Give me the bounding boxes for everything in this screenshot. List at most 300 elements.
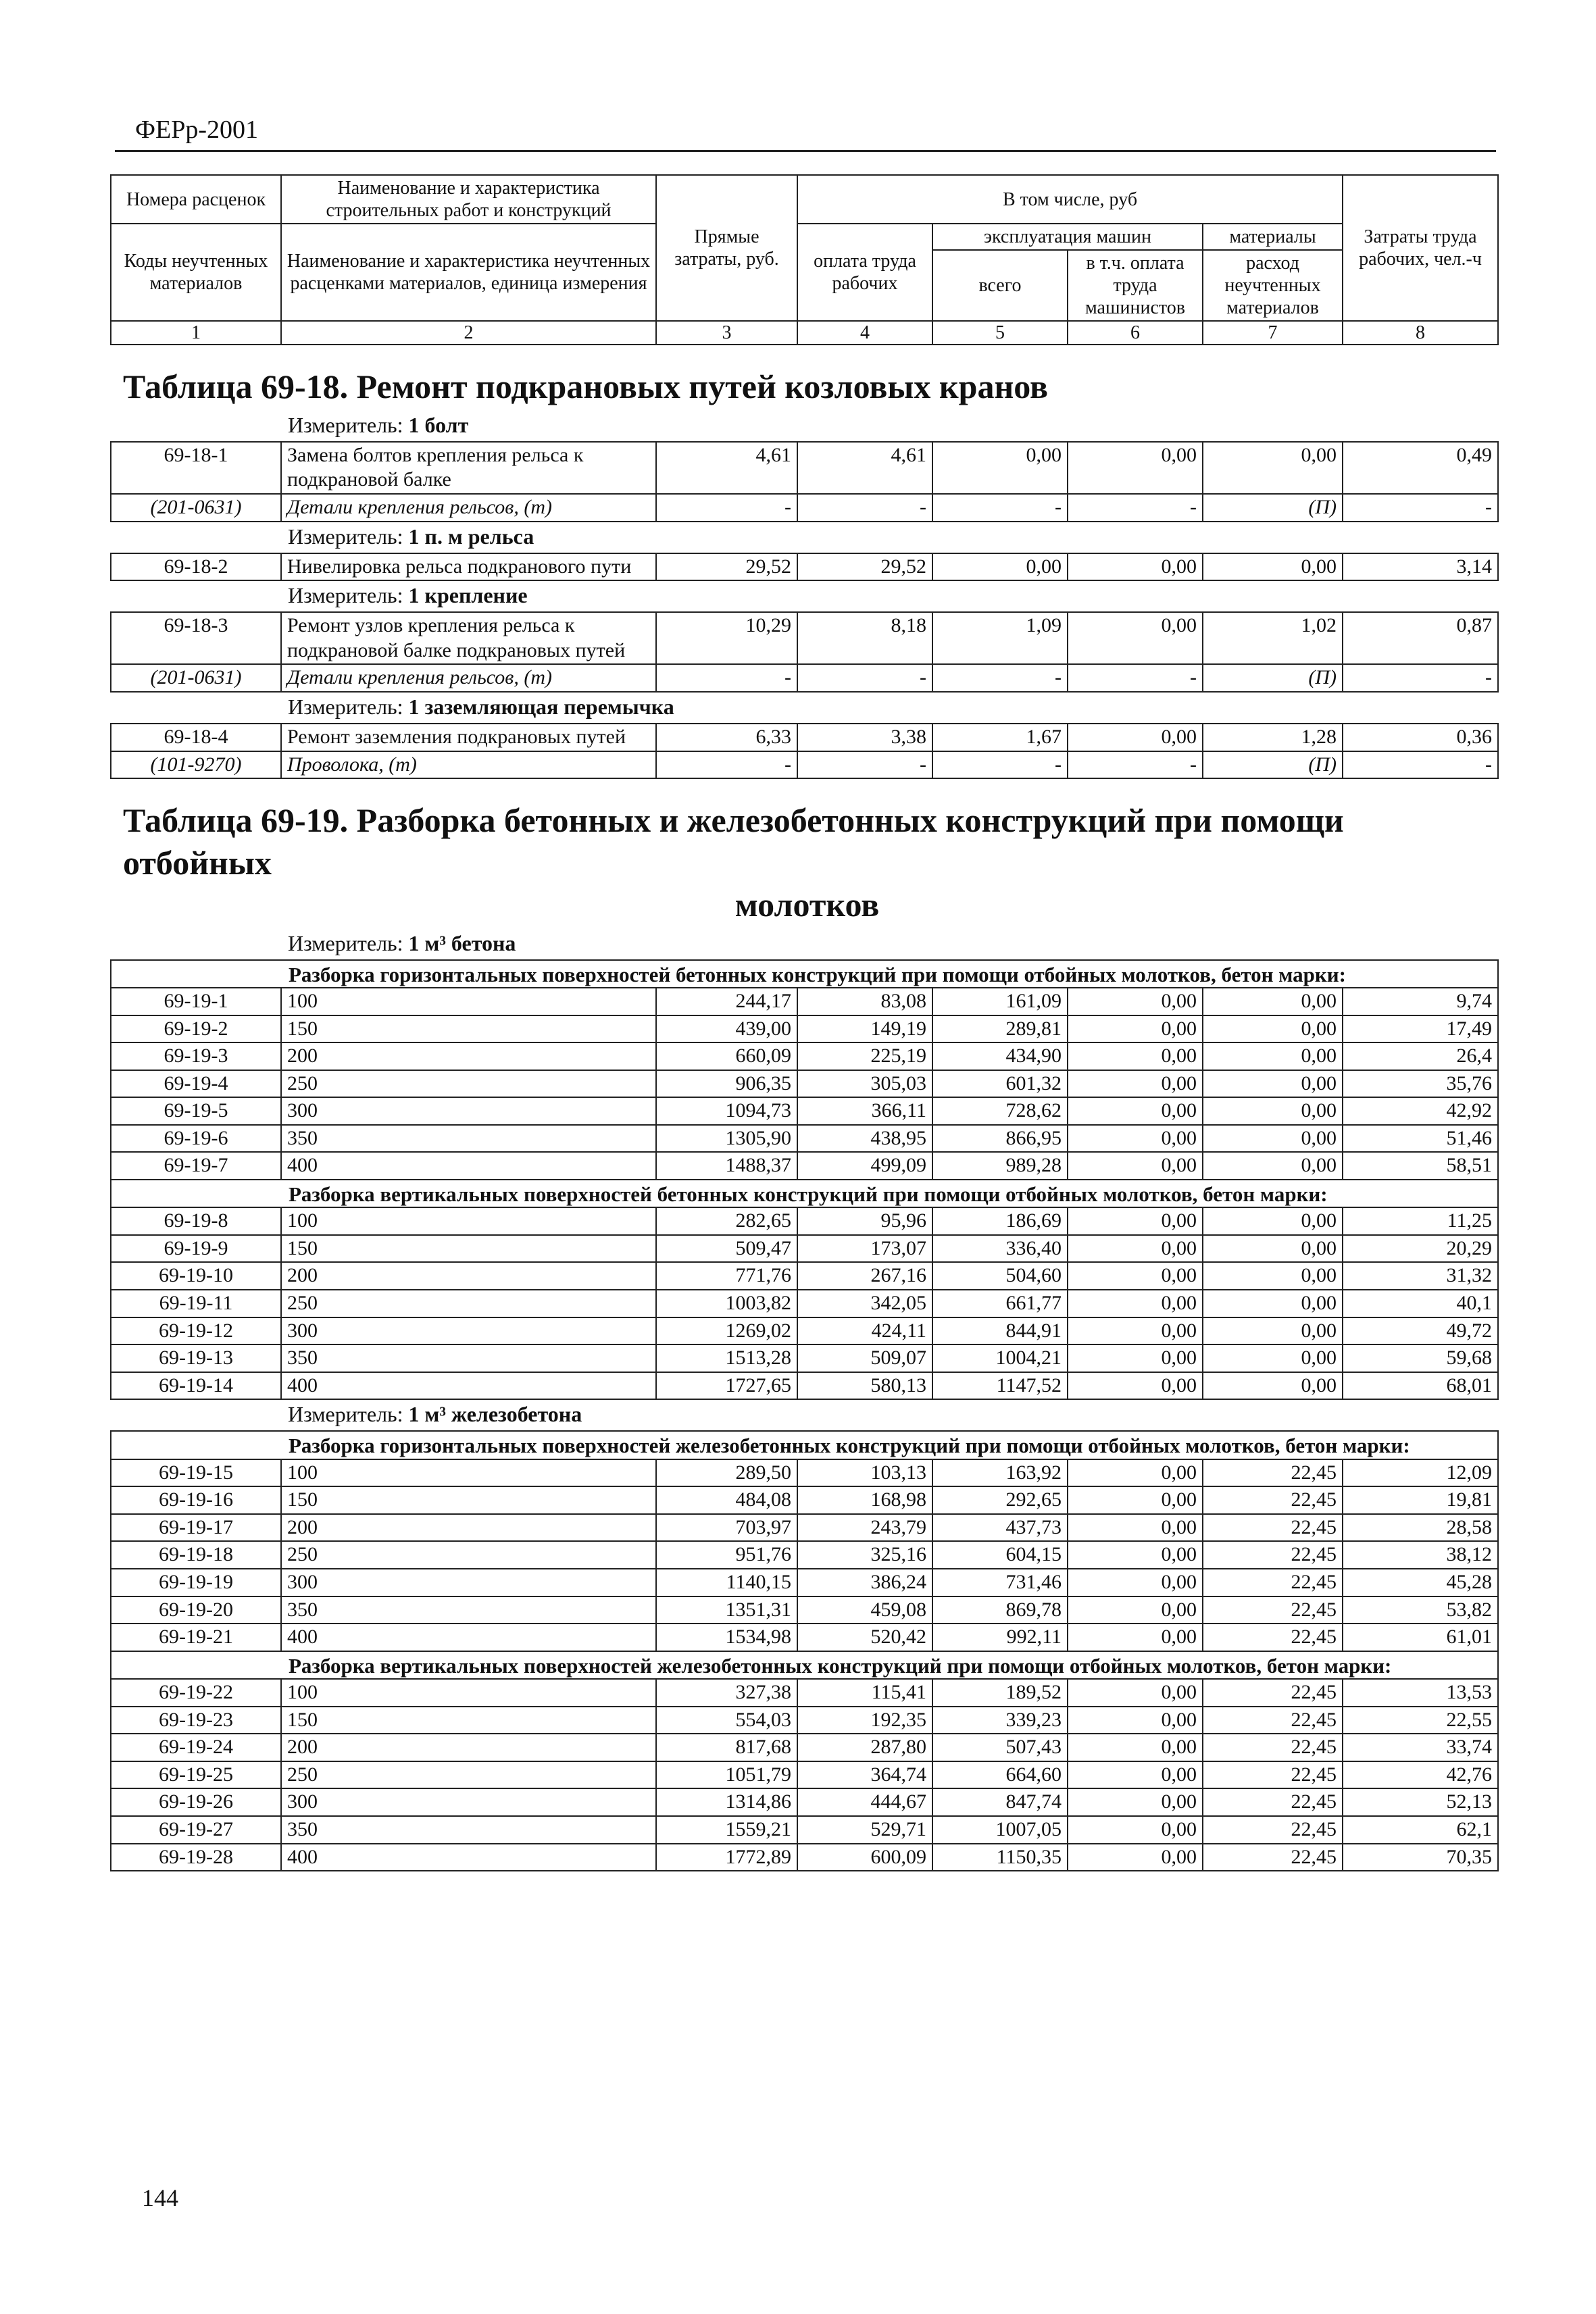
cost-value: 0,00 (1068, 1125, 1203, 1153)
rows-group-4 (111, 1679, 1498, 1871)
cost-value: 0,00 (1068, 1290, 1203, 1317)
cost-value: 1007,05 (932, 1816, 1068, 1844)
measure-label: Измеритель: 1 п. м рельса (288, 524, 534, 549)
cost-value: 22,45 (1203, 1788, 1343, 1816)
machines-header: эксплуатация машин (932, 224, 1203, 250)
concrete-grade: 150 (281, 1486, 656, 1514)
cost-value: 61,01 (1343, 1624, 1498, 1651)
incl-group-header: В том числе, руб (797, 175, 1343, 224)
cost-value: 0,00 (1068, 1541, 1203, 1569)
cost-value: 989,28 (932, 1152, 1068, 1180)
cost-value: 0,00 (1068, 1042, 1203, 1070)
table-header (111, 175, 1498, 345)
cost-value: 771,76 (656, 1262, 797, 1290)
cost-value: 0,00 (1068, 1707, 1203, 1734)
cost-value: 22,45 (1203, 1844, 1343, 1871)
group-3 (111, 1399, 1498, 1459)
cost-value: 1147,52 (932, 1372, 1068, 1400)
concrete-grade: 350 (281, 1125, 656, 1153)
col2-bottom-header: Наименование и характеристика неучтенных расценками материалов, единица измерения (281, 224, 656, 321)
cost-value: 0,00 (1203, 1070, 1343, 1098)
cost-value: 459,08 (797, 1596, 932, 1624)
concrete-grade: 250 (281, 1070, 656, 1098)
cost-value: 992,11 (932, 1624, 1068, 1651)
cost-value: 1269,02 (656, 1317, 797, 1345)
table-row (111, 1514, 1498, 1542)
rows-group-1 (111, 988, 1498, 1180)
cost-value: 504,60 (932, 1262, 1068, 1290)
col-index: 5 (932, 321, 1068, 345)
concrete-grade: 200 (281, 1262, 656, 1290)
rate-code: 69-19-9 (111, 1235, 281, 1263)
cost-value: 847,74 (932, 1788, 1068, 1816)
cost-value: 192,35 (797, 1707, 932, 1734)
measure-label: Измеритель: 1 крепление (288, 583, 528, 608)
table-69-19 (111, 778, 1498, 988)
rate-code: 69-19-28 (111, 1844, 281, 1871)
table-row (111, 1734, 1498, 1761)
cost-value: 53,82 (1343, 1596, 1498, 1624)
cost-value: 0,00 (1068, 1235, 1203, 1263)
table-69-18 (111, 345, 1498, 778)
table-row (111, 1097, 1498, 1125)
cost-value: 22,45 (1203, 1486, 1343, 1514)
col-index: 6 (1068, 321, 1203, 345)
rate-code: 69-19-7 (111, 1152, 281, 1180)
cost-value: 580,13 (797, 1372, 932, 1400)
rows-group-3 (111, 1459, 1498, 1651)
group-heading: Разборка горизонтальных поверхностей бетонных конструкций при помощи отбойных молотков, бетон марки: (111, 960, 1498, 988)
cost-value: 0,00 (1068, 1679, 1203, 1707)
table-row (111, 1541, 1498, 1569)
concrete-grade: 400 (281, 1844, 656, 1871)
cost-value: 0,00 (1068, 1372, 1203, 1400)
measure-label: Измеритель: 1 болт (288, 412, 469, 437)
rate-code: 69-19-1 (111, 988, 281, 1015)
concrete-grade: 100 (281, 1679, 656, 1707)
cost-value: 0,00 (1068, 1761, 1203, 1789)
rate-code: 69-19-24 (111, 1734, 281, 1761)
col-index: 8 (1343, 321, 1498, 345)
table-row (111, 1042, 1498, 1070)
cost-value: 869,78 (932, 1596, 1068, 1624)
cost-value: 243,79 (797, 1514, 932, 1542)
concrete-grade: 300 (281, 1788, 656, 1816)
cost-value: 0,00 (1203, 1097, 1343, 1125)
cost-value: 22,45 (1203, 1734, 1343, 1761)
col-index: 2 (281, 321, 656, 345)
cost-value: 17,49 (1343, 1015, 1498, 1043)
cost-value: 507,43 (932, 1734, 1068, 1761)
cost-value: 22,55 (1343, 1707, 1498, 1734)
cost-value: 0,00 (1203, 1015, 1343, 1043)
col3-header: Прямые затраты, руб. (656, 175, 797, 321)
cost-value: 59,68 (1343, 1344, 1498, 1372)
concrete-grade: 250 (281, 1761, 656, 1789)
cost-value: 289,81 (932, 1015, 1068, 1043)
cost-value: 438,95 (797, 1125, 932, 1153)
table-row: 69-18-2 Нивелировка рельса подкранового пути 29,52 29,52 0,00 0,00 0,00 3,14 (111, 553, 1498, 581)
cost-value: 22,45 (1203, 1596, 1343, 1624)
cost-value: 58,51 (1343, 1152, 1498, 1180)
cost-value: 0,00 (1203, 1042, 1343, 1070)
document-header: ФЕРр-2001 (135, 116, 259, 144)
cost-value: 951,76 (656, 1541, 797, 1569)
cost-value: 40,1 (1343, 1290, 1498, 1317)
header-rule (115, 150, 1496, 152)
cost-value: 0,00 (1068, 1596, 1203, 1624)
rate-code: 69-19-3 (111, 1042, 281, 1070)
table-row (111, 1844, 1498, 1871)
table-row (111, 1624, 1498, 1651)
cost-value: 600,09 (797, 1844, 932, 1871)
concrete-grade: 200 (281, 1514, 656, 1542)
cost-value: 45,28 (1343, 1569, 1498, 1596)
concrete-grade: 300 (281, 1317, 656, 1345)
cost-value: 0,00 (1068, 1070, 1203, 1098)
cost-value: 0,00 (1068, 1569, 1203, 1596)
cost-value: 22,45 (1203, 1761, 1343, 1789)
cost-value: 1003,82 (656, 1290, 797, 1317)
cost-value: 149,19 (797, 1015, 932, 1043)
cost-value: 1559,21 (656, 1816, 797, 1844)
cost-value: 115,41 (797, 1679, 932, 1707)
cost-value: 386,24 (797, 1569, 932, 1596)
rate-code: 69-19-13 (111, 1344, 281, 1372)
cost-value: 186,69 (932, 1207, 1068, 1235)
cost-value: 1772,89 (656, 1844, 797, 1871)
table-row (111, 1761, 1498, 1789)
group-heading: Разборка горизонтальных поверхностей железобетонных конструкций при помощи отбойных молотков, бетон марки: (111, 1431, 1498, 1459)
cost-value: 731,46 (932, 1569, 1068, 1596)
rate-code: 69-19-25 (111, 1761, 281, 1789)
col-index: 4 (797, 321, 932, 345)
cost-value: 0,00 (1068, 1152, 1203, 1180)
cost-value: 289,50 (656, 1459, 797, 1487)
cost-value: 703,97 (656, 1514, 797, 1542)
cost-value: 42,76 (1343, 1761, 1498, 1789)
cost-value: 38,12 (1343, 1541, 1498, 1569)
col-index: 7 (1203, 321, 1343, 345)
cost-value: 0,00 (1068, 1317, 1203, 1345)
cost-value: 22,45 (1203, 1541, 1343, 1569)
group-2 (111, 1180, 1498, 1207)
cost-value: 83,08 (797, 988, 932, 1015)
table-row (111, 1679, 1498, 1707)
cost-value: 444,67 (797, 1788, 932, 1816)
group-heading: Разборка вертикальных поверхностей железобетонных конструкций при помощи отбойных молотков, бетон марки: (111, 1651, 1498, 1679)
cost-value: 51,46 (1343, 1125, 1498, 1153)
table-row (111, 1707, 1498, 1734)
cost-value: 0,00 (1068, 1459, 1203, 1487)
cost-value: 0,00 (1203, 1152, 1343, 1180)
cost-value: 1051,79 (656, 1761, 797, 1789)
col2-top-header: Наименование и характеристика строительных работ и конструкций (281, 175, 656, 224)
cost-value: 22,45 (1203, 1459, 1343, 1487)
cost-value: 267,16 (797, 1262, 932, 1290)
table-title: Таблица 69-18. Ремонт подкрановых путей козловых кранов (123, 368, 1049, 406)
cost-value: 225,19 (797, 1042, 932, 1070)
rate-code: 69-19-4 (111, 1070, 281, 1098)
rate-code: 69-19-17 (111, 1514, 281, 1542)
cost-value: 844,91 (932, 1317, 1068, 1345)
cost-value: 906,35 (656, 1070, 797, 1098)
cost-value: 163,92 (932, 1459, 1068, 1487)
rate-code: 69-19-11 (111, 1290, 281, 1317)
table-row (111, 1207, 1498, 1235)
cost-value: 68,01 (1343, 1372, 1498, 1400)
cost-value: 0,00 (1068, 1015, 1203, 1043)
concrete-grade: 250 (281, 1541, 656, 1569)
concrete-grade: 100 (281, 1459, 656, 1487)
col-index: 1 (111, 321, 281, 345)
concrete-grade: 200 (281, 1734, 656, 1761)
table-title: Таблица 69-19. Разборка бетонных и железобетонных конструкций при помощи отбойных молотков (123, 801, 1344, 924)
cost-value: 0,00 (1203, 1262, 1343, 1290)
cost-value: 509,47 (656, 1235, 797, 1263)
table-row (111, 1596, 1498, 1624)
cost-value: 0,00 (1068, 1816, 1203, 1844)
cost-value: 499,09 (797, 1152, 932, 1180)
concrete-grade: 150 (281, 1707, 656, 1734)
cost-value: 366,11 (797, 1097, 932, 1125)
cost-value: 0,00 (1203, 1235, 1343, 1263)
concrete-grade: 350 (281, 1344, 656, 1372)
cost-value: 22,45 (1203, 1816, 1343, 1844)
cost-value: 484,08 (656, 1486, 797, 1514)
cost-value: 336,40 (932, 1235, 1068, 1263)
concrete-grade: 400 (281, 1624, 656, 1651)
rate-code: 69-19-22 (111, 1679, 281, 1707)
table-row (111, 1788, 1498, 1816)
cost-value: 161,09 (932, 988, 1068, 1015)
cost-value: 0,00 (1068, 1207, 1203, 1235)
cost-value: 244,17 (656, 988, 797, 1015)
table-row (111, 1070, 1498, 1098)
rate-code: 69-19-5 (111, 1097, 281, 1125)
rate-code: 69-19-6 (111, 1125, 281, 1153)
table-row (111, 1015, 1498, 1043)
col4-header: оплата труда рабочих (797, 224, 932, 321)
table-row (111, 1290, 1498, 1317)
rate-code: 69-19-23 (111, 1707, 281, 1734)
material-row: (201-0631) Детали крепления рельсов, (т) - - - - (П) - (111, 494, 1498, 522)
cost-value: 22,45 (1203, 1679, 1343, 1707)
table-row (111, 1152, 1498, 1180)
cost-value: 0,00 (1068, 1097, 1203, 1125)
rate-code: 69-19-16 (111, 1486, 281, 1514)
rate-code: 69-19-2 (111, 1015, 281, 1043)
cost-value: 339,23 (932, 1707, 1068, 1734)
cost-value: 0,00 (1068, 1844, 1203, 1871)
cost-value: 817,68 (656, 1734, 797, 1761)
material-row: (201-0631) Детали крепления рельсов, (т) - - - - (П) - (111, 664, 1498, 692)
cost-value: 35,76 (1343, 1070, 1498, 1098)
concrete-grade: 400 (281, 1372, 656, 1400)
col7-header: расход неучтенных материалов (1203, 250, 1343, 321)
cost-value: 0,00 (1203, 1290, 1343, 1317)
concrete-grade: 100 (281, 1207, 656, 1235)
cost-value: 189,52 (932, 1679, 1068, 1707)
cost-value: 1094,73 (656, 1097, 797, 1125)
table-row (111, 1816, 1498, 1844)
concrete-grade: 350 (281, 1816, 656, 1844)
cost-value: 12,09 (1343, 1459, 1498, 1487)
col5-header: всего (932, 250, 1068, 321)
rate-code: 69-19-21 (111, 1624, 281, 1651)
cost-value: 52,13 (1343, 1788, 1498, 1816)
table-row (111, 1262, 1498, 1290)
cost-value: 0,00 (1068, 1788, 1203, 1816)
cost-value: 660,09 (656, 1042, 797, 1070)
cost-value: 1004,21 (932, 1344, 1068, 1372)
cost-value: 26,4 (1343, 1042, 1498, 1070)
group-heading: Разборка вертикальных поверхностей бетонных конструкций при помощи отбойных молотков, бетон марки: (111, 1180, 1498, 1207)
cost-value: 325,16 (797, 1541, 932, 1569)
cost-value: 661,77 (932, 1290, 1068, 1317)
cost-value: 282,65 (656, 1207, 797, 1235)
cost-value: 0,00 (1203, 1344, 1343, 1372)
group-4 (111, 1651, 1498, 1679)
concrete-grade: 200 (281, 1042, 656, 1070)
cost-value: 866,95 (932, 1125, 1068, 1153)
cost-value: 424,11 (797, 1317, 932, 1345)
concrete-grade: 100 (281, 988, 656, 1015)
cost-value: 664,60 (932, 1761, 1068, 1789)
cost-value: 1351,31 (656, 1596, 797, 1624)
cost-value: 1727,65 (656, 1372, 797, 1400)
material-row: (101-9270) Проволока, (т) - - - - (П) - (111, 751, 1498, 779)
cost-value: 168,98 (797, 1486, 932, 1514)
cost-value: 95,96 (797, 1207, 932, 1235)
concrete-grade: 150 (281, 1235, 656, 1263)
cost-value: 173,07 (797, 1235, 932, 1263)
col-index: 3 (656, 321, 797, 345)
rate-code: 69-19-26 (111, 1788, 281, 1816)
cost-value: 28,58 (1343, 1514, 1498, 1542)
cost-value: 554,03 (656, 1707, 797, 1734)
cost-value: 22,45 (1203, 1569, 1343, 1596)
cost-value: 103,13 (797, 1459, 932, 1487)
rate-code: 69-19-19 (111, 1569, 281, 1596)
cost-value: 0,00 (1203, 988, 1343, 1015)
cost-value: 1513,28 (656, 1344, 797, 1372)
cost-value: 0,00 (1068, 1344, 1203, 1372)
table-row (111, 1372, 1498, 1400)
table-row: 69-18-4 Ремонт заземления подкрановых путей 6,33 3,38 1,67 0,00 1,28 0,36 (111, 724, 1498, 751)
cost-value: 305,03 (797, 1070, 932, 1098)
rate-code: 69-19-27 (111, 1816, 281, 1844)
rate-code: 69-19-8 (111, 1207, 281, 1235)
col1-bottom-header: Коды неучтенных материалов (111, 224, 281, 321)
cost-value: 0,00 (1068, 1514, 1203, 1542)
cost-value: 434,90 (932, 1042, 1068, 1070)
cost-value: 19,81 (1343, 1486, 1498, 1514)
cost-value: 31,32 (1343, 1262, 1498, 1290)
rate-code: 69-19-10 (111, 1262, 281, 1290)
measure-label: Измеритель: 1 заземляющая перемычка (288, 694, 674, 719)
cost-value: 22,45 (1203, 1624, 1343, 1651)
cost-value: 529,71 (797, 1816, 932, 1844)
col8-header: Затраты труда рабочих, чел.-ч (1343, 175, 1498, 321)
col6-header: в т.ч. оплата труда машинистов (1068, 250, 1203, 321)
cost-value: 0,00 (1203, 1372, 1343, 1400)
rows-group-2 (111, 1207, 1498, 1399)
cost-value: 0,00 (1203, 1207, 1343, 1235)
cost-value: 1488,37 (656, 1152, 797, 1180)
cost-value: 342,05 (797, 1290, 932, 1317)
concrete-grade: 400 (281, 1152, 656, 1180)
rate-code: 69-19-14 (111, 1372, 281, 1400)
cost-value: 42,92 (1343, 1097, 1498, 1125)
cost-value: 520,42 (797, 1624, 932, 1651)
concrete-grade: 250 (281, 1290, 656, 1317)
measure-label: Измеритель: 1 м³ бетона (288, 930, 516, 955)
cost-value: 0,00 (1068, 1262, 1203, 1290)
cost-value: 22,45 (1203, 1514, 1343, 1542)
cost-value: 0,00 (1203, 1317, 1343, 1345)
price-table (110, 174, 1499, 1871)
cost-value: 327,38 (656, 1679, 797, 1707)
cost-value: 1150,35 (932, 1844, 1068, 1871)
concrete-grade: 350 (281, 1596, 656, 1624)
concrete-grade: 150 (281, 1015, 656, 1043)
table-row (111, 1235, 1498, 1263)
table-row (111, 1317, 1498, 1345)
cost-value: 728,62 (932, 1097, 1068, 1125)
concrete-grade: 300 (281, 1569, 656, 1596)
cost-value: 49,72 (1343, 1317, 1498, 1345)
cost-value: 0,00 (1068, 1734, 1203, 1761)
table-row (111, 1125, 1498, 1153)
cost-value: 62,1 (1343, 1816, 1498, 1844)
cost-value: 364,74 (797, 1761, 932, 1789)
concrete-grade: 300 (281, 1097, 656, 1125)
table-row (111, 988, 1498, 1015)
rate-code: 69-19-18 (111, 1541, 281, 1569)
cost-value: 70,35 (1343, 1844, 1498, 1871)
cost-value: 439,00 (656, 1015, 797, 1043)
table-row (111, 1344, 1498, 1372)
cost-value: 1140,15 (656, 1569, 797, 1596)
page-number: 144 (142, 2184, 178, 2211)
cost-value: 13,53 (1343, 1679, 1498, 1707)
rate-code: 69-19-12 (111, 1317, 281, 1345)
cost-value: 0,00 (1068, 1486, 1203, 1514)
rate-code: 69-19-20 (111, 1596, 281, 1624)
cost-value: 22,45 (1203, 1707, 1343, 1734)
cost-value: 287,80 (797, 1734, 932, 1761)
cost-value: 33,74 (1343, 1734, 1498, 1761)
cost-value: 0,00 (1068, 988, 1203, 1015)
table-row (111, 1486, 1498, 1514)
col1-top-header: Номера расценок (111, 175, 281, 224)
rate-code: 69-19-15 (111, 1459, 281, 1487)
cost-value: 1314,86 (656, 1788, 797, 1816)
cost-value: 20,29 (1343, 1235, 1498, 1263)
cost-value: 11,25 (1343, 1207, 1498, 1235)
cost-value: 601,32 (932, 1070, 1068, 1098)
cost-value: 437,73 (932, 1514, 1068, 1542)
cost-value: 9,74 (1343, 988, 1498, 1015)
table-row (111, 1569, 1498, 1596)
cost-value: 1305,90 (656, 1125, 797, 1153)
cost-value: 509,07 (797, 1344, 932, 1372)
table-row (111, 1459, 1498, 1487)
table-row: 69-18-3 Ремонт узлов крепления рельса к подкрановой балке подкрановых путей 10,29 8,18 1,09 0,00 1,02 0,87 (111, 612, 1498, 664)
table-row: 69-18-1 Замена болтов крепления рельса к подкрановой балке 4,61 4,61 0,00 0,00 0,00 0,49 (111, 442, 1498, 494)
cost-value: 0,00 (1203, 1125, 1343, 1153)
